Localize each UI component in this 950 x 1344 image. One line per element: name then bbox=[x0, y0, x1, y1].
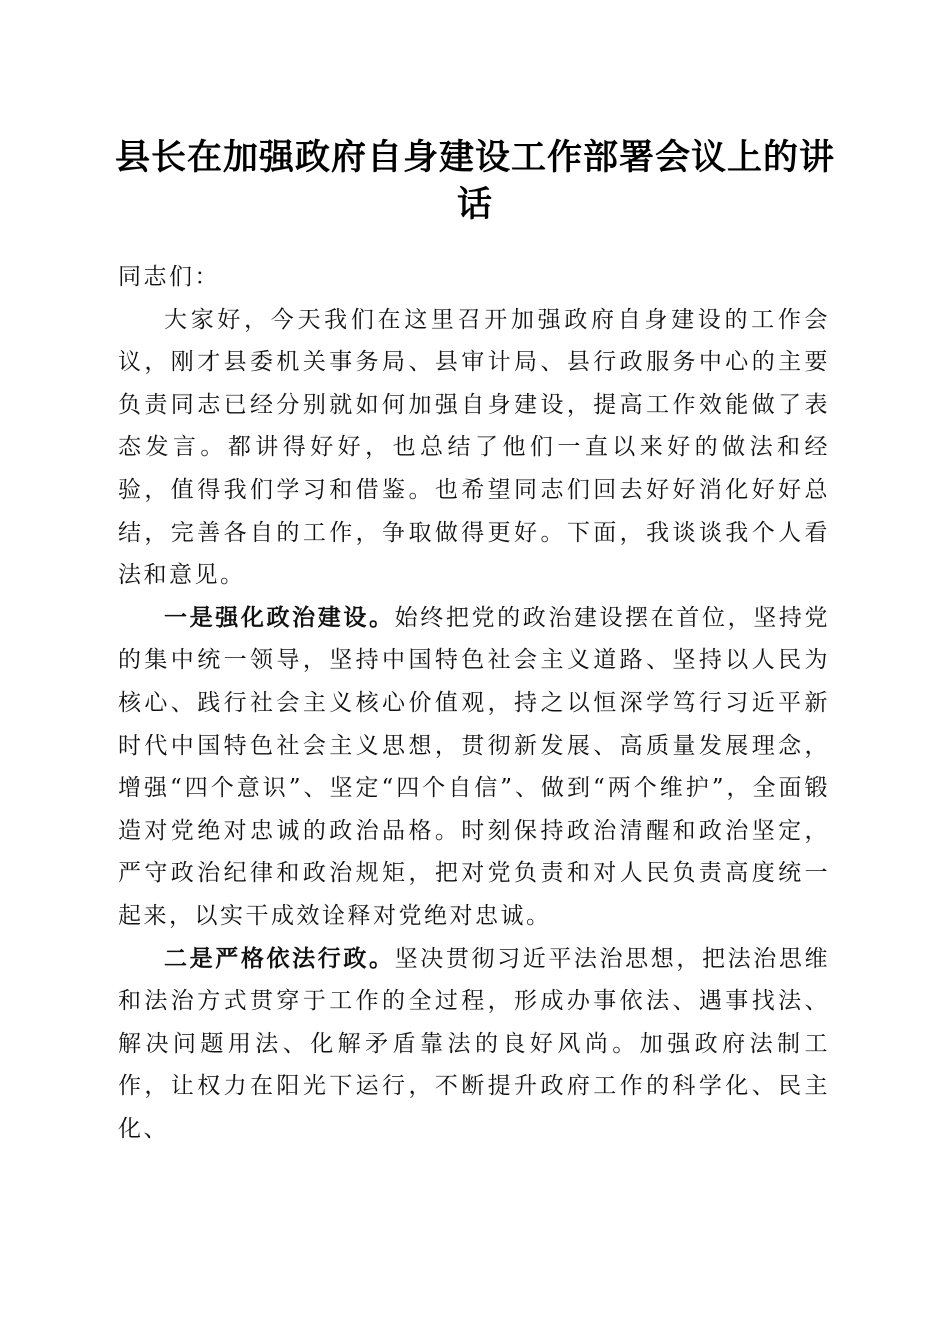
intro-paragraph: 大家好，今天我们在这里召开加强政府自身建设的工作会议，刚才县委机关事务局、县审计局、县行政服务中心的主要负责同志已经分别就如何加强自身建设，提高工作效能做了表态发言。都讲得好好，也总结了他们一直以来好的做法和经验，值得我们学习和借鉴。也希望同志们回去好好消化好好总结，完善各自的工作，争取做得更好。下面，我谈谈我个人看法和意见。 bbox=[118, 306, 830, 589]
section-lead-2: 二是严格依法行政。 bbox=[164, 944, 395, 972]
section-text-1: 始终把党的政治建设摆在首位，坚持党的集中统一领导，坚持中国特色社会主义道路、坚持以人民为核心、践行社会主义核心价值观，持之以恒深学笃行习近平新时代中国特色社会主义思想，贯彻新发展、高质量发展理念，增强“四个意识”、坚定“四个自信”、做到“两个维护”，全面锻造对党绝对忠诚的政治品格。时刻保持政治清醒和政治坚定，严守政治纪律和政治规矩，把对党负责和对人民负责高度统一起来，以实干成效诠释对党绝对忠诚。 bbox=[118, 604, 831, 929]
document-title: 县长在加强政府自身建设工作部署会议上的讲话 bbox=[114, 137, 835, 225]
document-body bbox=[118, 256, 830, 1150]
section-paragraph-1 bbox=[118, 597, 830, 938]
section-text-2: 坚决贯彻习近平法治思想，把法治思维和法治方式贯穿于工作的全过程，形成办事依法、遇事找法、解决问题用法、化解矛盾靠法的良好风尚。加强政府法制工作，让权力在阳光下运行，不断提升政府工作的科学化、民主化、 bbox=[118, 945, 831, 1142]
section-paragraph-2 bbox=[118, 938, 830, 1151]
section-lead-1: 一是强化政治建设。 bbox=[164, 603, 395, 631]
salutation: 同志们： bbox=[118, 264, 220, 290]
